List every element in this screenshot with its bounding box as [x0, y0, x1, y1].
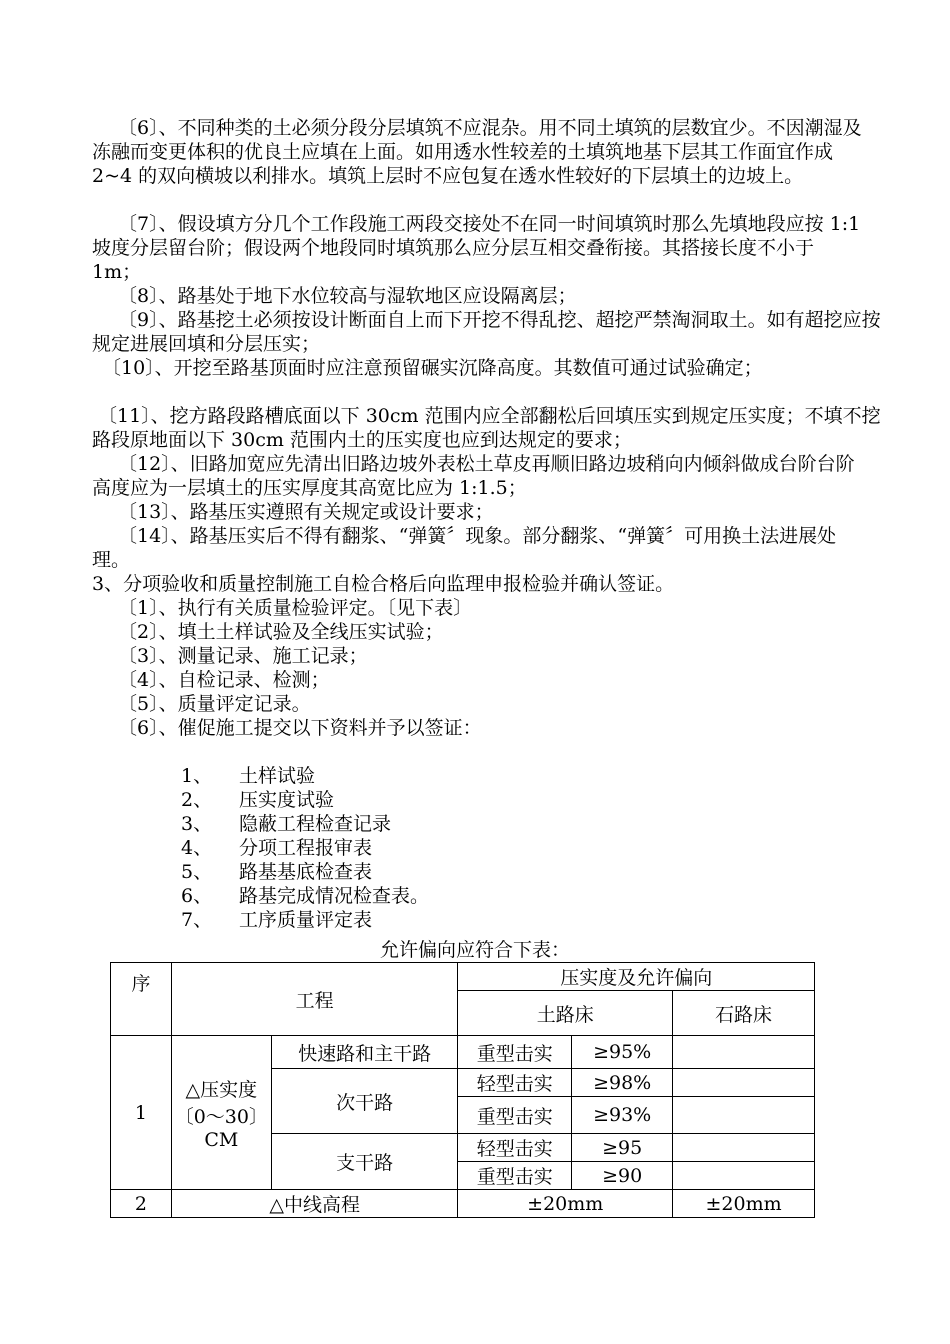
- row1-item: △压实度〔0～30〕CM: [171, 1036, 271, 1190]
- paragraph-8: 〔8〕、路基处于地下水位较高与湿软地区应设隔离层；: [118, 285, 577, 307]
- stone-empty: [673, 1069, 815, 1097]
- method-light: 轻型击实: [458, 1134, 572, 1162]
- list-item-3: 〔3〕、测量记录、施工记录；: [118, 645, 368, 667]
- paragraph-9: 〔9〕、路基挖土必须按设计断面自上而下开挖不得乱挖、超挖严禁淘洞取土。如有超挖应按规定进展回填和分层压实；: [92, 309, 881, 355]
- sub-item: 5、 路基基底检查表: [181, 861, 373, 883]
- value-secondary-heavy: ≥93%: [572, 1097, 673, 1134]
- header-stone-subgrade: 石路床: [673, 991, 815, 1036]
- header-soil-subgrade: 土路床: [458, 991, 673, 1036]
- stone-empty: [673, 1097, 815, 1134]
- paragraph-11: 〔11〕、挖方路段路槽底面以下 30cm 范围内应全部翻松后回填压实到规定压实度；不填不挖路段原地面以下 30cm 范围内土的压实度也应到达规定的要求；: [92, 405, 881, 451]
- table-caption: 允许偏向应符合下表：: [379, 939, 570, 961]
- paragraph-6: 〔6〕、不同种类的土必须分段分层填筑不应混杂。用不同土填筑的层数宜少。不因潮湿及冻融而变更体积的优良土应填在上面。如用透水性较差的土填筑地基下层其工作面宜作成 2~4 的双向横坡以利排水。填筑上层时不应包复在透水性较好的下层填土的边坡上。: [92, 117, 862, 187]
- row2-soil: ±20mm: [458, 1190, 673, 1218]
- row2-item: △中线高程: [171, 1190, 458, 1218]
- road-secondary: 次干路: [271, 1069, 458, 1134]
- header-compaction: 压实度及允许偏向: [458, 963, 815, 991]
- row2-seq: 2: [111, 1190, 172, 1218]
- stone-empty: [673, 1036, 815, 1069]
- sub-item: 6、 路基完成情况检查表。: [181, 885, 430, 907]
- section-3-heading: 3、分项验收和质量控制施工自检合格后向监理申报检验并确认签证。: [92, 573, 675, 595]
- value-express-heavy: ≥95%: [572, 1036, 673, 1069]
- paragraph-14: 〔14〕、路基压实后不得有翻浆、“弹簧〞现象。部分翻浆、“弹簧〞可用换土法进展处理。: [92, 525, 837, 571]
- stone-empty: [673, 1134, 815, 1162]
- paragraph-12: 〔12〕、旧路加宽应先清出旧路边坡外表松土草皮再顺旧路边坡稍向内倾斜做成台阶台阶高度应为一层填土的压实厚度其高宽比应为 1:1.5；: [92, 453, 855, 499]
- value-branch-heavy: ≥90: [572, 1162, 673, 1190]
- road-express: 快速路和主干路: [271, 1036, 458, 1069]
- paragraph-10: 〔10〕、开挖至路基顶面时应注意预留碾实沉降高度。其数值可通过试验确定；: [102, 357, 763, 379]
- list-item-1: 〔1〕、执行有关质量检验评定。〔见下表〕: [118, 597, 473, 619]
- paragraph-13: 〔13〕、路基压实遵照有关规定或设计要求；: [118, 501, 494, 523]
- road-branch: 支干路: [271, 1134, 458, 1190]
- paragraph-7: 〔7〕、假设填方分几个工作段施工两段交接处不在同一时间填筑时那么先填地段应按 1:1 坡度分层留台阶；假设两个地段同时填筑那么应分层互相交叠衔接。其搭接长度不小于 1m；: [92, 213, 861, 283]
- header-project: 工程: [171, 963, 458, 1036]
- sub-item: 1、 土样试验: [181, 765, 316, 787]
- header-seq: 序: [111, 963, 172, 1036]
- method-heavy: 重型击实: [458, 1036, 572, 1069]
- sub-item: 2、 压实度试验: [181, 789, 335, 811]
- tolerance-table: [110, 962, 815, 1218]
- list-item-4: 〔4〕、自检记录、检测；: [118, 669, 330, 691]
- list-item-5: 〔5〕、质量评定记录。: [118, 693, 311, 715]
- list-item-2: 〔2〕、填土土样试验及全线压实试验；: [118, 621, 444, 643]
- stone-empty: [673, 1162, 815, 1190]
- row1-seq: 1: [111, 1036, 172, 1190]
- sub-item: 3、 隐蔽工程检查记录: [181, 813, 392, 835]
- method-light: 轻型击实: [458, 1069, 572, 1097]
- list-item-6: 〔6〕、催促施工提交以下资料并予以签证：: [118, 717, 482, 739]
- sub-item: 7、 工序质量评定表: [181, 909, 373, 931]
- method-heavy: 重型击实: [458, 1097, 572, 1134]
- value-branch-light: ≥95: [572, 1134, 673, 1162]
- row2-stone: ±20mm: [673, 1190, 815, 1218]
- sub-item: 4、 分项工程报审表: [181, 837, 373, 859]
- value-secondary-light: ≥98%: [572, 1069, 673, 1097]
- method-heavy: 重型击实: [458, 1162, 572, 1190]
